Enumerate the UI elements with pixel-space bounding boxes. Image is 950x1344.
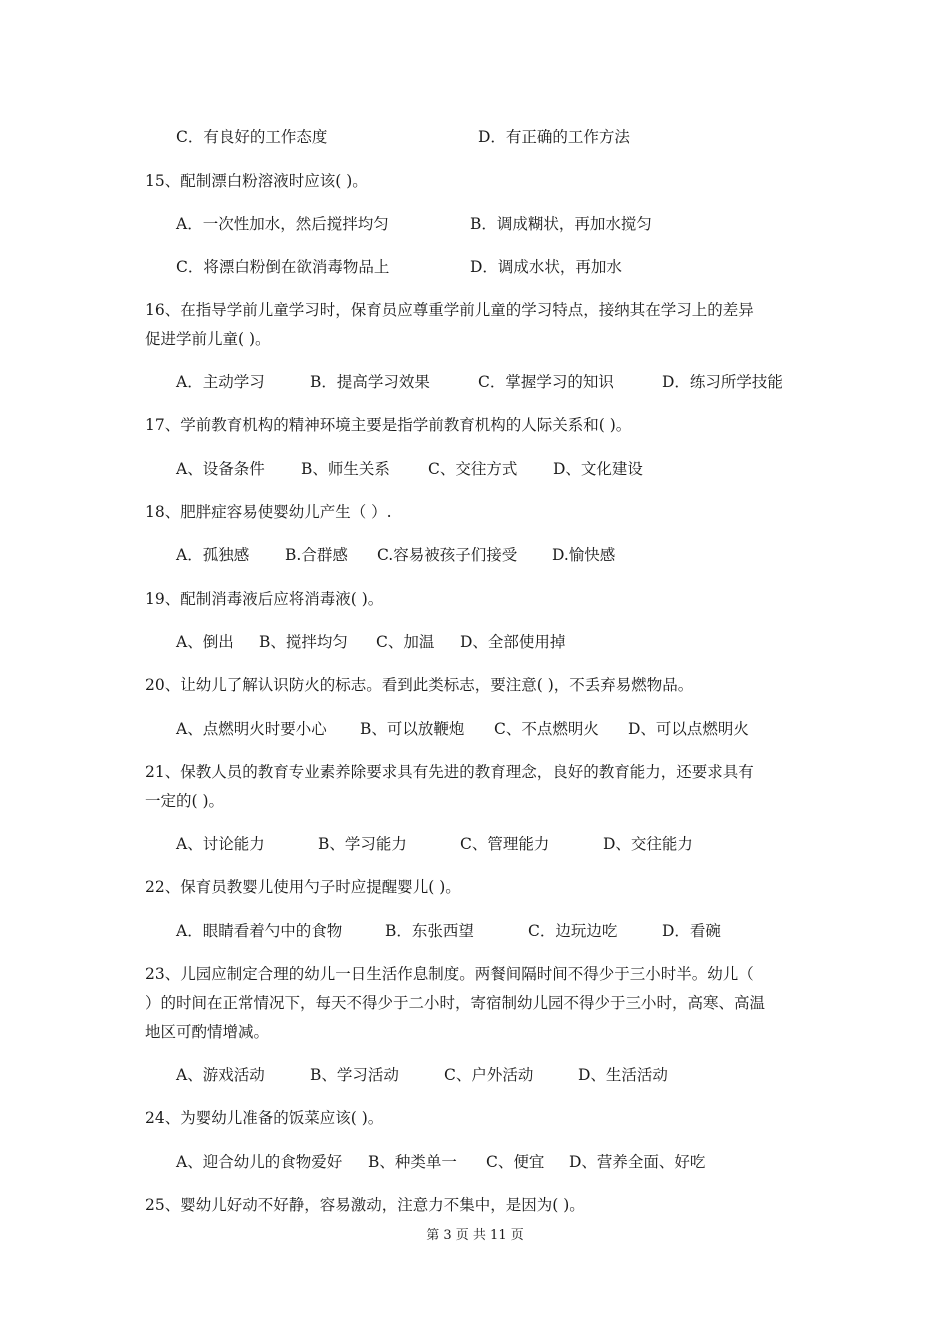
- q15-options-row2: [0, 256, 950, 278]
- q15-option-c: C．将漂白粉倒在欲消毒物品上: [176, 258, 390, 276]
- q19-option-d: D、全部使用掉: [460, 633, 566, 651]
- q23-stem-line3: 地区可酌情增减。: [145, 1023, 270, 1041]
- q18-option-d: D.愉快感: [552, 546, 616, 564]
- q14-option-d: D．有正确的工作方法: [478, 128, 630, 146]
- q16-option-c: C．掌握学习的知识: [478, 373, 614, 391]
- q21-option-a: A、讨论能力: [176, 835, 265, 853]
- q16-stem-line2: 促进学前儿童( )。: [145, 330, 271, 348]
- q23-option-a: A、游戏活动: [176, 1066, 265, 1084]
- q20-option-a: A、点燃明火时要小心: [176, 720, 327, 738]
- q16-stem-line1: 16、在指导学前儿童学习时，保育员应尊重学前儿童的学习特点，接纳其在学习上的差异: [145, 301, 754, 319]
- q21-option-b: B、学习能力: [318, 835, 407, 853]
- q20-option-c: C、不点燃明火: [494, 720, 599, 738]
- q15-options-row1: [0, 213, 950, 235]
- q15-option-b: B．调成糊状，再加水搅匀: [470, 215, 652, 233]
- q22-stem: 22、保育员教婴儿使用勺子时应提醒婴儿( )。: [145, 878, 461, 896]
- q24-option-c: C、便宜: [486, 1153, 545, 1171]
- q23-option-c: C、户外活动: [444, 1066, 534, 1084]
- q21-stem-line2: 一定的( )。: [145, 792, 225, 810]
- q25-stem: 25、婴幼儿好动不好静，容易激动，注意力不集中，是因为( )。: [145, 1196, 585, 1214]
- q17-option-d: D、文化建设: [553, 460, 643, 478]
- q19-option-a: A、倒出: [176, 633, 234, 651]
- q15-option-d: D．调成水状，再加水: [470, 258, 622, 276]
- q24-option-a: A、迎合幼儿的食物爱好: [176, 1153, 343, 1171]
- q18-options: [0, 544, 950, 566]
- q23-stem-line2: ）的时间在正常情况下，每天不得少于二小时，寄宿制幼儿园不得少于三小时，高寒、高温: [145, 994, 766, 1012]
- q17-option-c: C、交往方式: [428, 460, 518, 478]
- q21-option-c: C、管理能力: [460, 835, 550, 853]
- page-number: 第 3 页 共 11 页: [426, 1228, 524, 1243]
- q22-option-c: C．边玩边吃: [528, 922, 618, 940]
- q16-options: [0, 371, 950, 393]
- q22-options: [0, 920, 950, 942]
- q19-option-c: C、加温: [376, 633, 435, 651]
- q18-option-a: A．孤独感: [176, 546, 250, 564]
- q19-stem: 19、配制消毒液后应将消毒液( )。: [145, 590, 384, 608]
- q24-option-d: D、营养全面、好吃: [569, 1153, 706, 1171]
- q18-stem: 18、肥胖症容易使婴幼儿产生（ ）.: [145, 503, 392, 521]
- q20-option-d: D、可以点燃明火: [628, 720, 749, 738]
- q24-option-b: B、种类单一: [368, 1153, 457, 1171]
- q16-option-a: A．主动学习: [176, 373, 265, 391]
- q21-option-d: D、交往能力: [603, 835, 693, 853]
- q17-option-a: A、设备条件: [176, 460, 265, 478]
- q16-option-b: B．提高学习效果: [310, 373, 430, 391]
- q24-options: [0, 1151, 950, 1173]
- q18-option-c: C.容易被孩子们接受: [377, 546, 518, 564]
- q23-option-d: D、生活活动: [578, 1066, 668, 1084]
- q17-option-b: B、师生关系: [301, 460, 390, 478]
- q20-options: [0, 718, 950, 740]
- q22-option-d: D．看碗: [662, 922, 721, 940]
- q19-options: [0, 631, 950, 653]
- q15-stem: 15、配制漂白粉溶液时应该( )。: [145, 172, 368, 190]
- q21-stem-line1: 21、保教人员的教育专业素养除要求具有先进的教育理念，良好的教育能力，还要求具有: [145, 763, 754, 781]
- q20-stem: 20、让幼儿了解认识防火的标志。看到此类标志，要注意( )，不丢弃易燃物品。: [145, 676, 694, 694]
- q20-option-b: B、可以放鞭炮: [360, 720, 465, 738]
- q17-stem: 17、学前教育机构的精神环境主要是指学前教育机构的人际关系和( )。: [145, 416, 632, 434]
- q22-option-b: B．东张西望: [385, 922, 474, 940]
- q17-options: [0, 458, 950, 480]
- q21-options: [0, 833, 950, 855]
- q16-option-d: D．练习所学技能: [662, 373, 783, 391]
- q23-option-b: B、学习活动: [310, 1066, 399, 1084]
- q15-option-a: A．一次性加水，然后搅拌均匀: [176, 215, 389, 233]
- q24-stem: 24、为婴幼儿准备的饭菜应该( )。: [145, 1109, 384, 1127]
- q18-option-b: B.合群感: [285, 546, 348, 564]
- q19-option-b: B、搅拌均匀: [259, 633, 348, 651]
- q14-options: [0, 126, 950, 148]
- q23-stem-line1: 23、儿园应制定合理的幼儿一日生活作息制度。两餐间隔时间不得少于三小时半。幼儿（: [145, 965, 754, 983]
- q14-option-c: C．有良好的工作态度: [176, 128, 328, 146]
- q22-option-a: A．眼睛看着勺中的食物: [176, 922, 343, 940]
- q23-options: [0, 1064, 950, 1086]
